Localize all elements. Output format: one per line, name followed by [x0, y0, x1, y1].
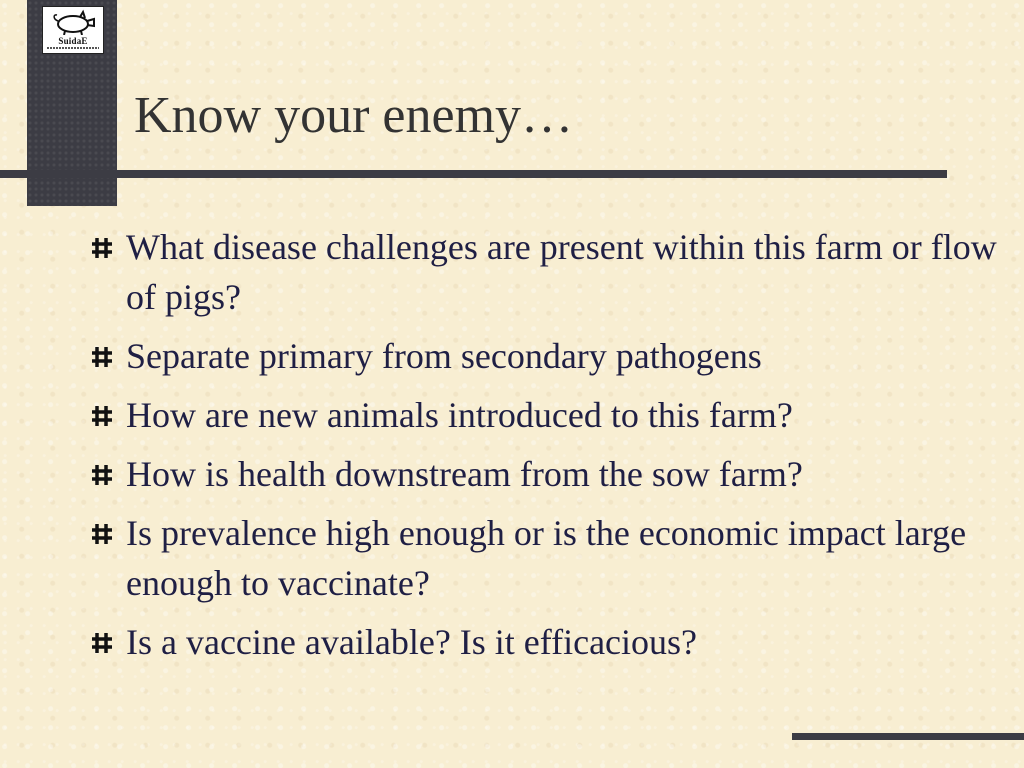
bullet-text: Is prevalence high enough or is the economic impact large enough to vaccinate?: [126, 513, 967, 603]
bullet-text: What disease challenges are present within this farm or flow of pigs?: [126, 227, 997, 317]
bullet-item: [90, 331, 1000, 381]
bottom-divider: [792, 733, 1024, 740]
bullet-text: Separate primary from secondary pathogens: [126, 336, 762, 376]
pig-logo-icon: [49, 9, 97, 35]
bullet-item: [90, 617, 1000, 667]
bullet-item: [90, 508, 1000, 608]
bullet-text: Is a vaccine available? Is it efficacious?: [126, 622, 698, 662]
title-divider: [0, 170, 947, 178]
hash-bullet-icon: [90, 345, 114, 369]
bullet-item: [90, 390, 1000, 440]
slide-title: Know your enemy…: [134, 87, 574, 144]
bullet-item: [90, 449, 1000, 499]
bullet-text: How are new animals introduced to this farm?: [126, 395, 793, 435]
bullet-text: How is health downstream from the sow farm?: [126, 454, 803, 494]
hash-bullet-icon: [90, 522, 114, 546]
logo-subtitle-strip: [47, 47, 99, 49]
company-logo: [42, 6, 104, 54]
hash-bullet-icon: [90, 404, 114, 428]
logo-text: SuidaE: [58, 36, 88, 46]
hash-bullet-icon: [90, 236, 114, 260]
bullet-item: [90, 222, 1000, 322]
bullet-list: [90, 222, 1000, 676]
hash-bullet-icon: [90, 631, 114, 655]
hash-bullet-icon: [90, 463, 114, 487]
